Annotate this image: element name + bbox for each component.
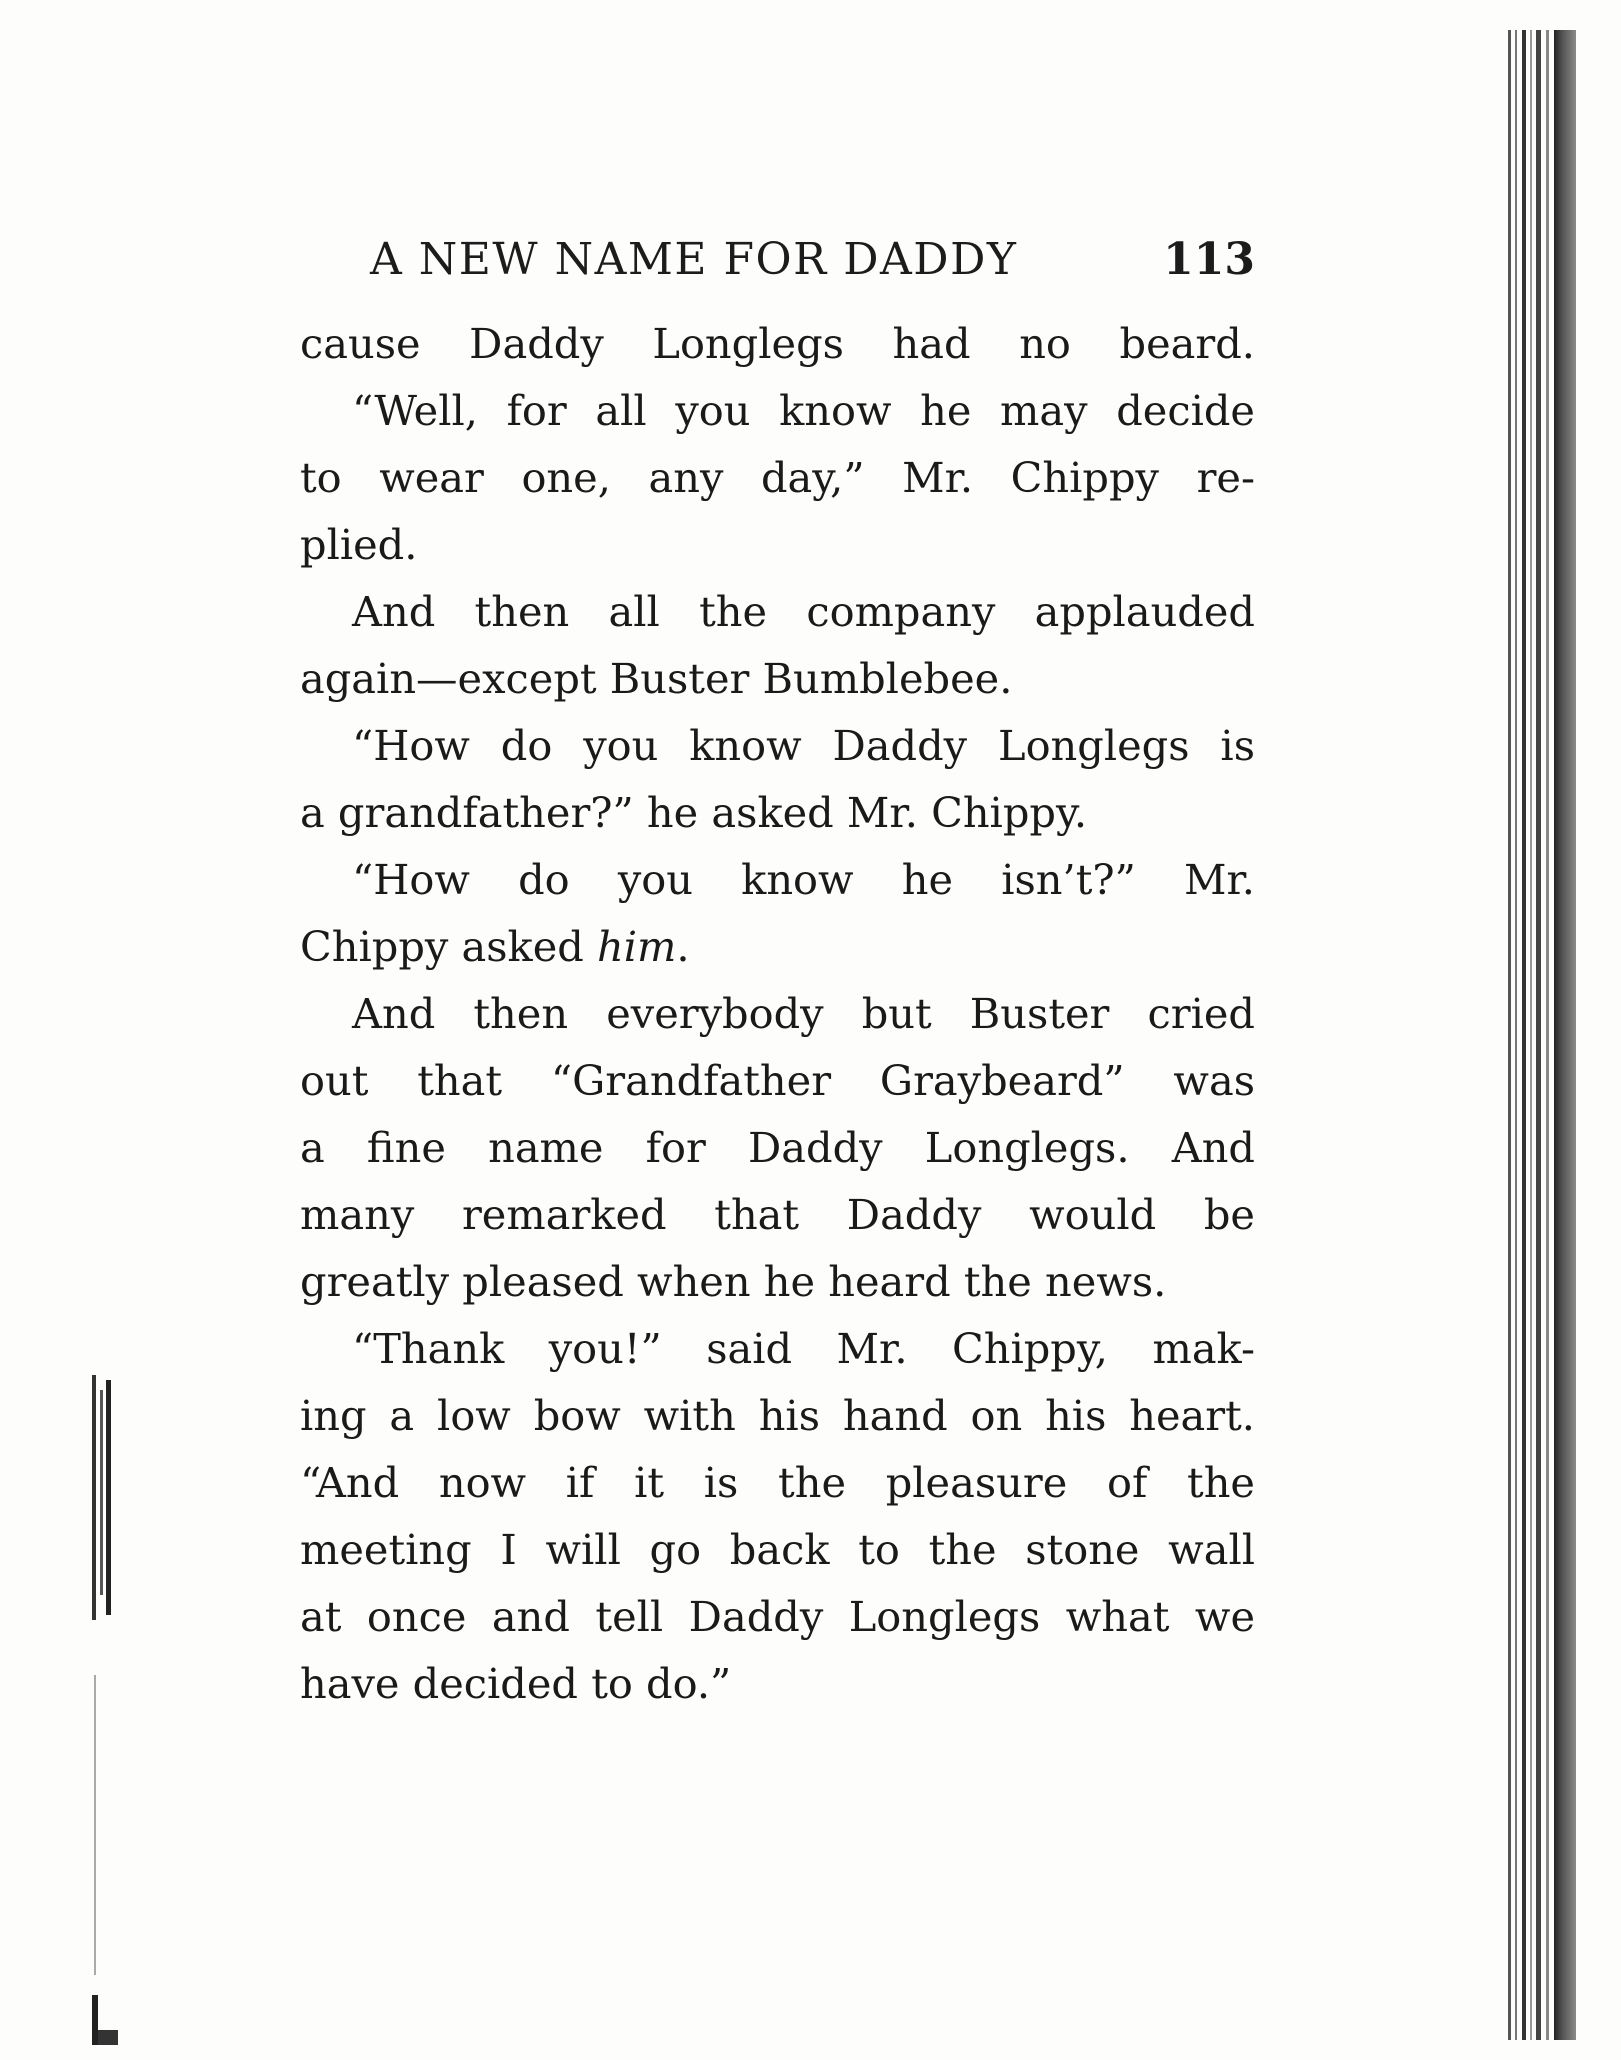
text-line: “How do you know he isn’t?” Mr. bbox=[352, 855, 1255, 904]
text-line: at once and tell Daddy Longlegs what we bbox=[300, 1592, 1255, 1641]
text-line: plied. bbox=[300, 520, 418, 569]
text-run: . bbox=[676, 922, 690, 971]
text-line: “Thank you!” said Mr. Chippy, mak- bbox=[352, 1324, 1255, 1373]
text-line: And then all the company applauded bbox=[352, 587, 1255, 636]
text-line: ing a low bow with his hand on his heart. bbox=[300, 1391, 1255, 1440]
text-line: “And now if it is the pleasure of the bbox=[300, 1458, 1255, 1507]
text-line: a grandfather?” he asked Mr. Chippy. bbox=[300, 788, 1088, 837]
page-number: 113 bbox=[1163, 234, 1255, 285]
running-header bbox=[370, 225, 1255, 295]
text-line: greatly pleased when he heard the news. bbox=[300, 1257, 1167, 1306]
text-line: a fine name for Daddy Longlegs. And bbox=[300, 1123, 1255, 1172]
text-line: And then everybody but Buster cried bbox=[352, 989, 1255, 1038]
text-line: to wear one, any day,” Mr. Chippy re- bbox=[300, 453, 1255, 502]
text-line: out that “Grandfather Graybeard” was bbox=[300, 1056, 1255, 1105]
body-text bbox=[300, 310, 1255, 1717]
italic-text: him bbox=[597, 922, 677, 971]
text-line: cause Daddy Longlegs had no beard. bbox=[300, 319, 1255, 368]
text-line: many remarked that Daddy would be bbox=[300, 1190, 1255, 1239]
page-edge-shadow-left bbox=[92, 1375, 142, 2045]
text-line bbox=[300, 913, 1255, 980]
text-line: “How do you know Daddy Longlegs is bbox=[352, 721, 1255, 770]
text-run: Chippy asked bbox=[300, 922, 598, 971]
running-title: A NEW NAME FOR DADDY bbox=[370, 234, 1018, 285]
text-line: “Well, for all you know he may decide bbox=[352, 386, 1255, 435]
text-line: again—except Buster Bumblebee. bbox=[300, 654, 1013, 703]
page-edge-shadow-right bbox=[1508, 30, 1578, 2040]
text-line: meeting I will go back to the stone wall bbox=[300, 1525, 1255, 1574]
text-line: have decided to do.” bbox=[300, 1659, 732, 1708]
